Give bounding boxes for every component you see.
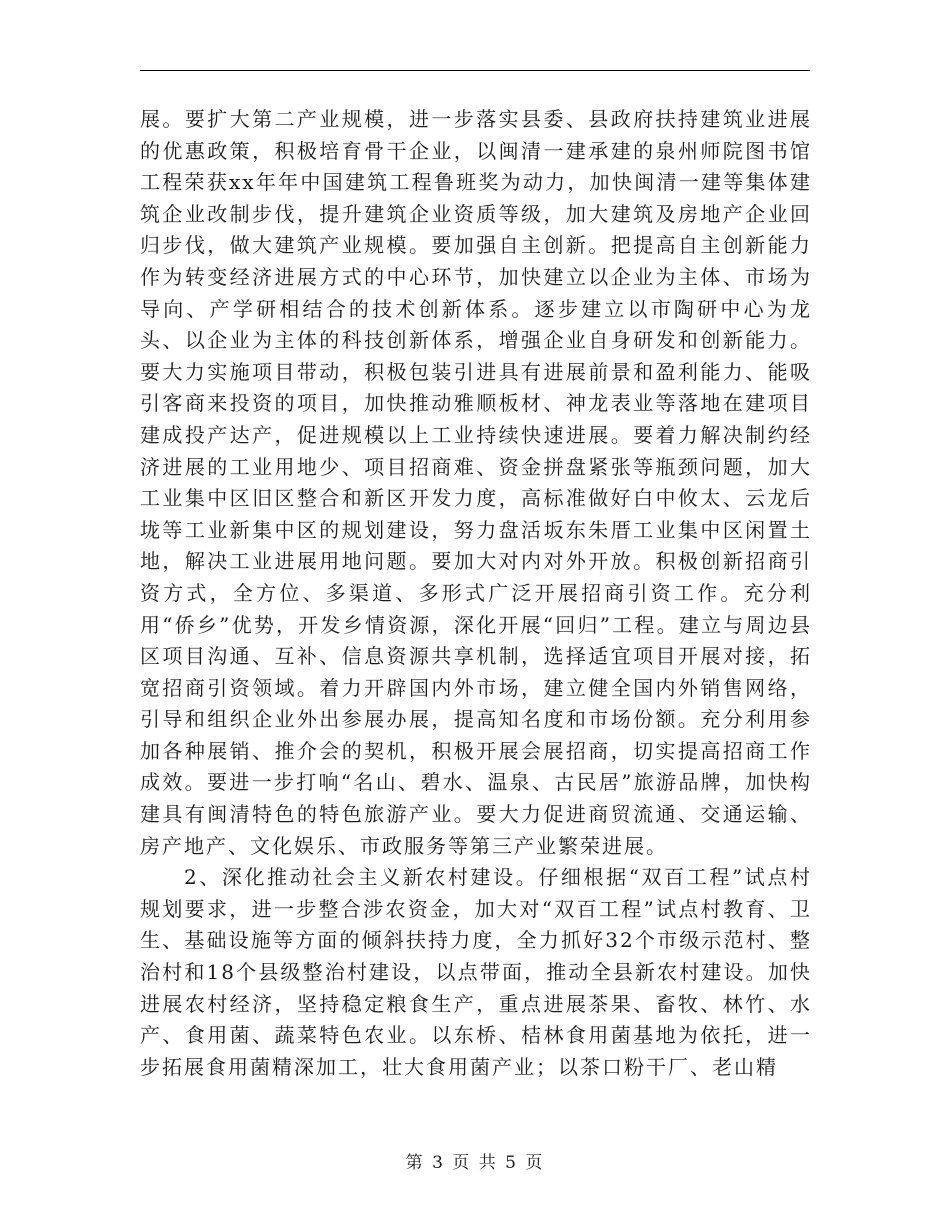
body-paragraph-section-2: 2、深化推动社会主义新农村建设。仔细根据“双百工程”试点村规划要求，进一步整合涉农资金，加大对“双百工程”试点村教育、卫生、基础设施等方面的倾斜扶持力度，全力抓好32个市级示范村、整治村和18个县级整治村建设，以点带面，推动全县新农村建设。加快进展农村经济，坚持稳定粮食生产，重点进展茶果、畜牧、林竹、水产、食用菌、蔬菜特色农业。以东桥、桔林食用菌基地为依托，进一步拓展食用菌精深加工，壮大食用菌产业；以茶口粉干厂、老山精 (140, 865, 812, 1079)
body-paragraph-continued: 展。要扩大第二产业规模，进一步落实县委、县政府扶持建筑业进展的优惠政策，积极培育骨干企业，以闽清一建承建的泉州师院图书馆工程荣获xx年年中国建筑工程鲁班奖为动力，加快闽清一建等集体建筑企业改制步伐，提升建筑企业资质等级，加大建筑及房地产企业回归步伐，做大建筑产业规模。要加强自主创新。把提高自主创新能力作为转变经济进展方式的中心环节，加快建立以企业为主体、市场为导向、产学研相结合的技术创新体系。逐步建立以市陶研中心为龙头、以企业为主体的科技创新体系，增强企业自身研发和创新能力。要大力实施项目带动，积极包装引进具有进展前景和盈利能力、能吸引客商来投资的项目，加快推动雅顺板材、神龙表业等落地在建项目建成投产达产，促进规模以上工业持续快速进展。要着力解决制约经济进展的工业用地少、项目招商难、资金拼盘紧张等瓶颈问题，加大工业集中区旧区整合和新区开发力度，高标准做好白中攸太、云龙后垅等工业新集中区的规划建设，努力盘活坂东朱厝工业集中区闲置土地，解决工业进展用地问题。要加大对内对外开放。积极创新招商引资方式，全方位、多渠道、多形式广泛开展招商引资工作。充分利用“侨乡”优势，开发乡情资源，深化开展“回归”工程。建立与周边县区项目沟通、互补、信息资源共享机制，选择适宜项目开展对接，拓宽招商引资领域。着力开辟国内外市场，建立健全国内外销售网络，引导和组织企业外出参展办展，提高知名度和市场份额。充分利用参加各种展销、推介会的契机，积极开展会展招商，切实提高招商工作成效。要进一步打响“名山、碧水、温泉、古民居”旅游品牌，加快构建具有闽清特色的特色旅游产业。要大力促进商贸流通、交通运输、房产地产、文化娱乐、市政服务等第三产业繁荣进展。 (140, 107, 812, 858)
page-number-footer: 第 3 页 共 5 页 (405, 1153, 545, 1173)
header-rule (140, 70, 810, 71)
document-body (140, 104, 812, 1083)
